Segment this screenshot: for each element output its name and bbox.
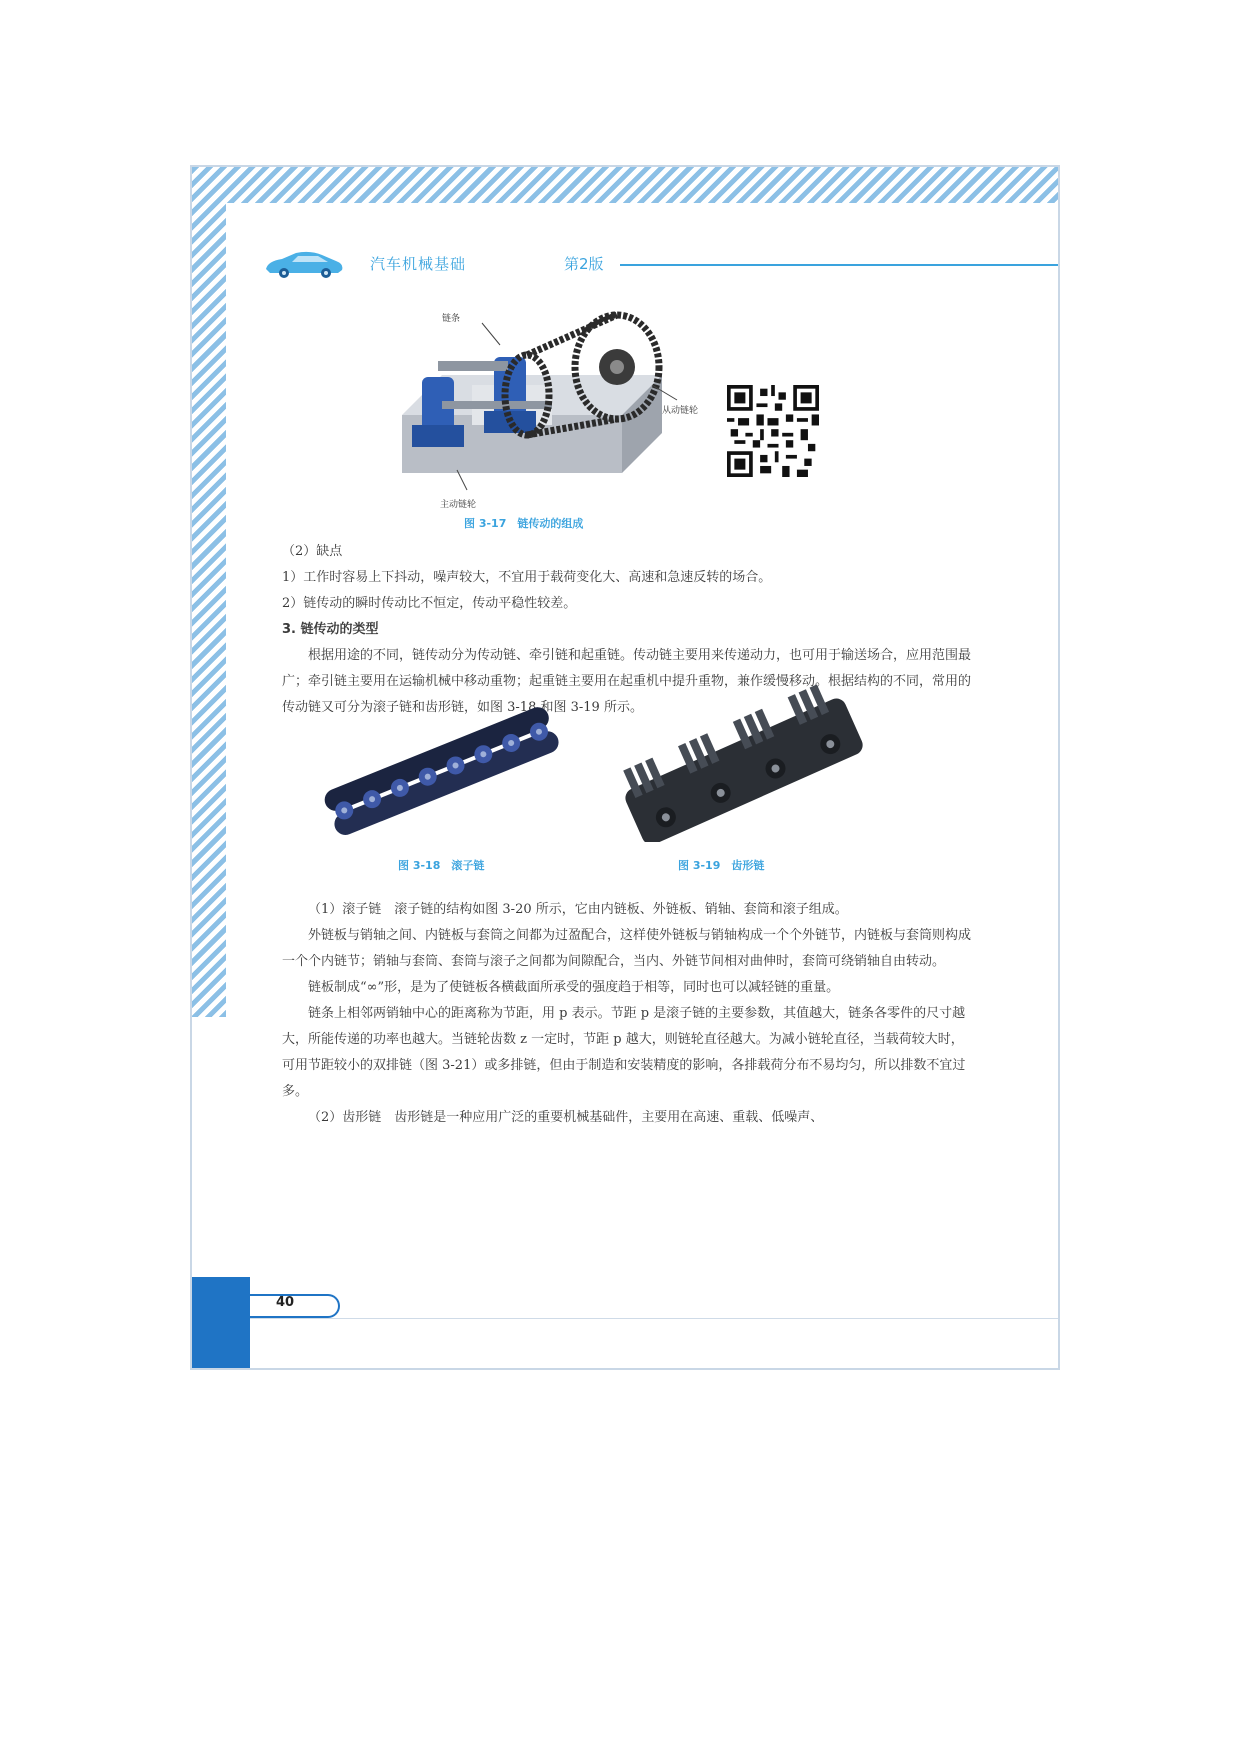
tooth-chain-figure [612,672,872,842]
label-chain: 链条 [442,314,461,324]
header-rule [620,264,1060,266]
book-edition: 第2版 [564,255,604,273]
chain-drive-figure [402,305,702,495]
footer-rule [250,1318,1060,1319]
list-item: 2）链传动的瞬时传动比不恒定，传动平稳性较差。 [282,596,577,611]
paragraph-roller-2: 外链板与销轴之间、内链板与套筒之间都为过盈配合，这样使外链板与销轴构成一个个外链节，内链板与套筒则构成一个个内链节；销轴与套筒、套筒与滚子之间都为间隙配合，当内、外链节间相对曲伸时，套筒可绕销轴自由转动。 [282,928,972,969]
page-header [262,243,1060,283]
paragraph-roller-1: （1）滚子链 滚子链的结构如图 3-20 所示，它由内链板、外链板、销轴、套筒和滚子组成。 [308,902,848,917]
heading-disadvantages: （2）缺点 [282,544,343,559]
paragraph-roller-3: 链板制成“∞”形，是为了使链板各横截面所承受的强度趋于相等，同时也可以减轻链的重量。 [308,980,840,995]
list-item: 1）工作时容易上下抖动，噪声较大，不宜用于载荷变化大、高速和急速反转的场合。 [282,570,772,585]
paragraph-tooth-chain: （2）齿形链 齿形链是一种应用广泛的重要机械基础件，主要用在高速、重载、低噪声、 [308,1110,824,1125]
heading-chain-types: 3. 链传动的类型 [282,622,379,637]
book-title: 汽车机械基础 [370,255,467,273]
decorative-stripe-left [192,167,226,1017]
section-roller-chain [282,897,972,1131]
decorative-stripe-top [192,167,1058,203]
caption-figure-3-18: 图 3-18 滚子链 [398,859,485,872]
car-logo-icon [262,247,346,279]
label-driven-sprocket: 从动链轮 [662,406,699,416]
roller-chain-figure [312,707,572,837]
paragraph-roller-4: 链条上相邻两销轴中心的距离称为节距，用 p 表示。节距 p 是滚子链的主要参数，其值越大，链条各零件的尺寸越大，所能传递的功率也越大。当链轮齿数 z 一定时，节距 p 越大，则链轮直径越大。为减小链轮直径，当载荷较大时，可用节距较小的双排链（图 3-21）或多排链，但由于制造和安装精度的影响，各排载荷分布不易均匀，所以排数不宜过多。 [282,1006,966,1099]
label-driver-sprocket: 主动链轮 [440,500,477,510]
paragraph-chain-types: 根据用途的不同，链传动分为传动链、牵引链和起重链。传动链主要用来传递动力，也可用于输送场合，应用范围最广；牵引链主要用在运输机械中移动重物；起重链主要用在起重机中提升重物，兼作缓慢移动。根据结构的不同，常用的传动链又可分为滚子链和齿形链，如图 3-18 和图 3-19 所示。 [282,648,972,715]
page-number: 40 [276,1295,295,1310]
qr-code-icon [727,385,819,477]
book-page [190,165,1060,1370]
footer-color-bar [192,1277,250,1370]
caption-figure-3-17: 图 3-17 链传动的组成 [464,517,584,530]
caption-figure-3-19: 图 3-19 齿形链 [678,859,765,872]
page-number-tab [250,1294,340,1318]
